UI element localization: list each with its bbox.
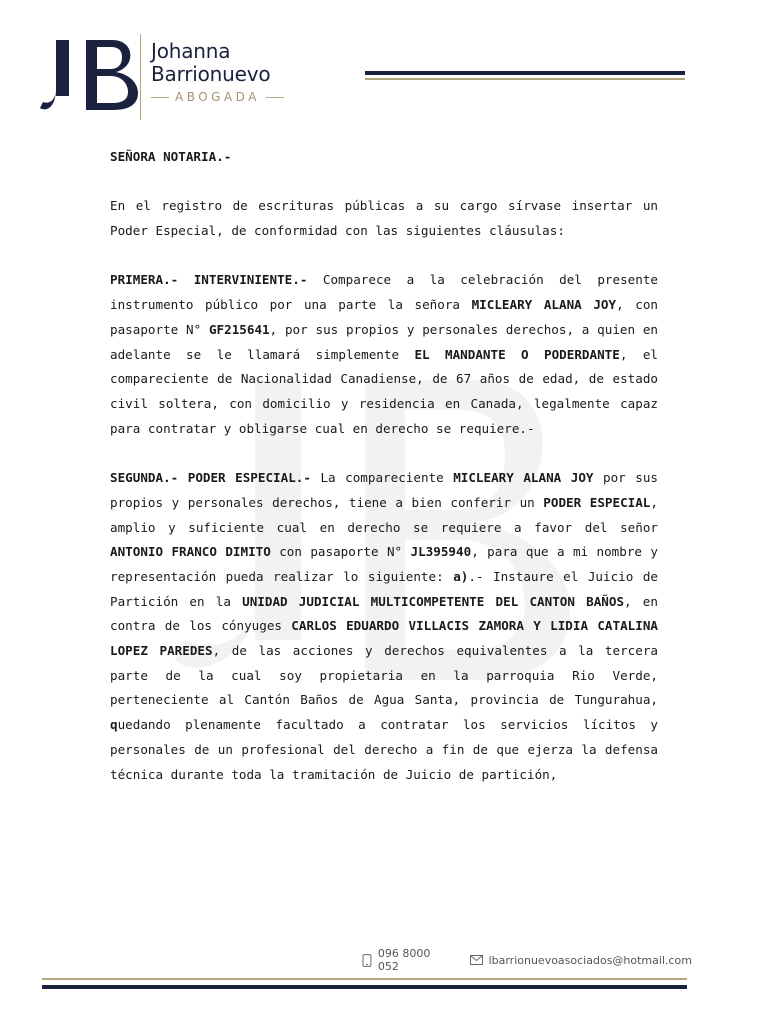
intro-paragraph: En el registro de escrituras públicas a su cargo sírvase insertar un Poder Especial, de conformidad con las siguientes cláusulas:: [110, 198, 658, 239]
segunda-q: q: [110, 717, 118, 733]
primera-text-2: , con pasaporte N°: [110, 297, 658, 337]
jb-monogram-icon: [40, 30, 140, 118]
header-rule-navy: [365, 71, 685, 75]
footer-contact: [362, 947, 692, 973]
primera-name: MICLEARY ALANA JOY: [471, 297, 617, 313]
segunda-text-7: , en contra de los cónyuges: [110, 593, 658, 634]
brand-tag-text: ABOGADA: [175, 90, 260, 104]
footer-email: [470, 954, 692, 967]
primera-passport: GF215641: [208, 321, 270, 337]
tag-dash-right: [266, 97, 284, 98]
segunda-text-3: , amplio y suficiente cual en derecho se requiere a favor del señor: [110, 494, 658, 535]
logo-divider: [140, 34, 141, 120]
segunda-text-5: , para que a mi nombre y representación pueda realizar lo siguiente:: [110, 544, 658, 584]
primera-text-4: , el compareciente de Nacionalidad Canadiense, de 67 años de edad, de estado civil soltera, con domicilio y residencia en Canada, legalmente capaz para contratar y obligarse cual en derecho se requiere.-: [110, 346, 658, 436]
mail-icon: [470, 955, 483, 965]
header-rule-gold: [365, 78, 685, 80]
segunda-text-8: , de las acciones y derechos equivalentes a la tercera parte de la cual soy propietaria en la parroquia Rio Verde, perteneciente al Cantón Baños de Agua Santa, provincia de Tungurahua,: [110, 643, 658, 708]
brand-name-last: Barrionuevo: [151, 62, 271, 86]
segunda-text-9: uedando plenamente facultado a contratar los servicios lícitos y personales de un profesional del derecho a fin de que ejerza la defensa técnica durante toda la tramitación de Juicio de partición,: [110, 717, 658, 782]
primera-role: EL MANDANTE O PODERDANTE: [414, 346, 620, 362]
segunda-attorney: ANTONIO FRANCO DIMITO: [110, 544, 271, 560]
segunda-a-label: a): [453, 568, 469, 584]
primera-heading: PRIMERA.- INTERVINIENTE.-: [110, 272, 308, 288]
segunda-name: MICLEARY ALANA JOY: [453, 470, 594, 486]
segunda-poder: PODER ESPECIAL: [543, 494, 651, 510]
brand-tagline: [151, 90, 284, 104]
clause-primera: [110, 268, 658, 441]
primera-text-3: , por sus propios y personales derechos, a quien en adelante se le llamará simplemente: [110, 321, 658, 362]
tag-dash-left: [151, 97, 169, 98]
segunda-text-2: por sus propios y personales derechos, tiene a bien conferir un: [110, 470, 658, 510]
segunda-court: UNIDAD JUDICIAL MULTICOMPETENTE DEL CANTON BAÑOS: [242, 593, 625, 609]
segunda-spouses: CARLOS EDUARDO VILLACIS ZAMORA Y LIDIA CATALINA LOPEZ PAREDES: [110, 618, 659, 659]
brand-block: [151, 40, 284, 104]
greeting: [110, 145, 658, 170]
segunda-heading: SEGUNDA.- PODER ESPECIAL.-: [110, 470, 311, 486]
footer-rule-gold: [42, 978, 687, 980]
phone-icon: [362, 954, 372, 967]
segunda-text-4: con pasaporte N°: [270, 544, 411, 560]
segunda-text-6: .- Instaure el Juicio de Partición en la: [110, 568, 658, 609]
clause-segunda: [110, 466, 658, 787]
brand-name-first: Johanna: [151, 39, 231, 63]
phone-number: 096 8000 052: [377, 947, 431, 973]
footer-phone: [362, 947, 454, 973]
document-body: [110, 145, 658, 812]
segunda-text-1: La compareciente: [310, 470, 454, 486]
email-address: lbarrionuevoasociados@hotmail.com: [488, 953, 692, 967]
greeting-text: SEÑORA NOTARIA.-: [110, 149, 232, 164]
segunda-passport: JL395940: [410, 544, 472, 560]
primera-text-1: Comparece a la celebración del presente instrumento público por una parte la señora: [110, 272, 658, 313]
footer-rule-navy: [42, 985, 687, 989]
